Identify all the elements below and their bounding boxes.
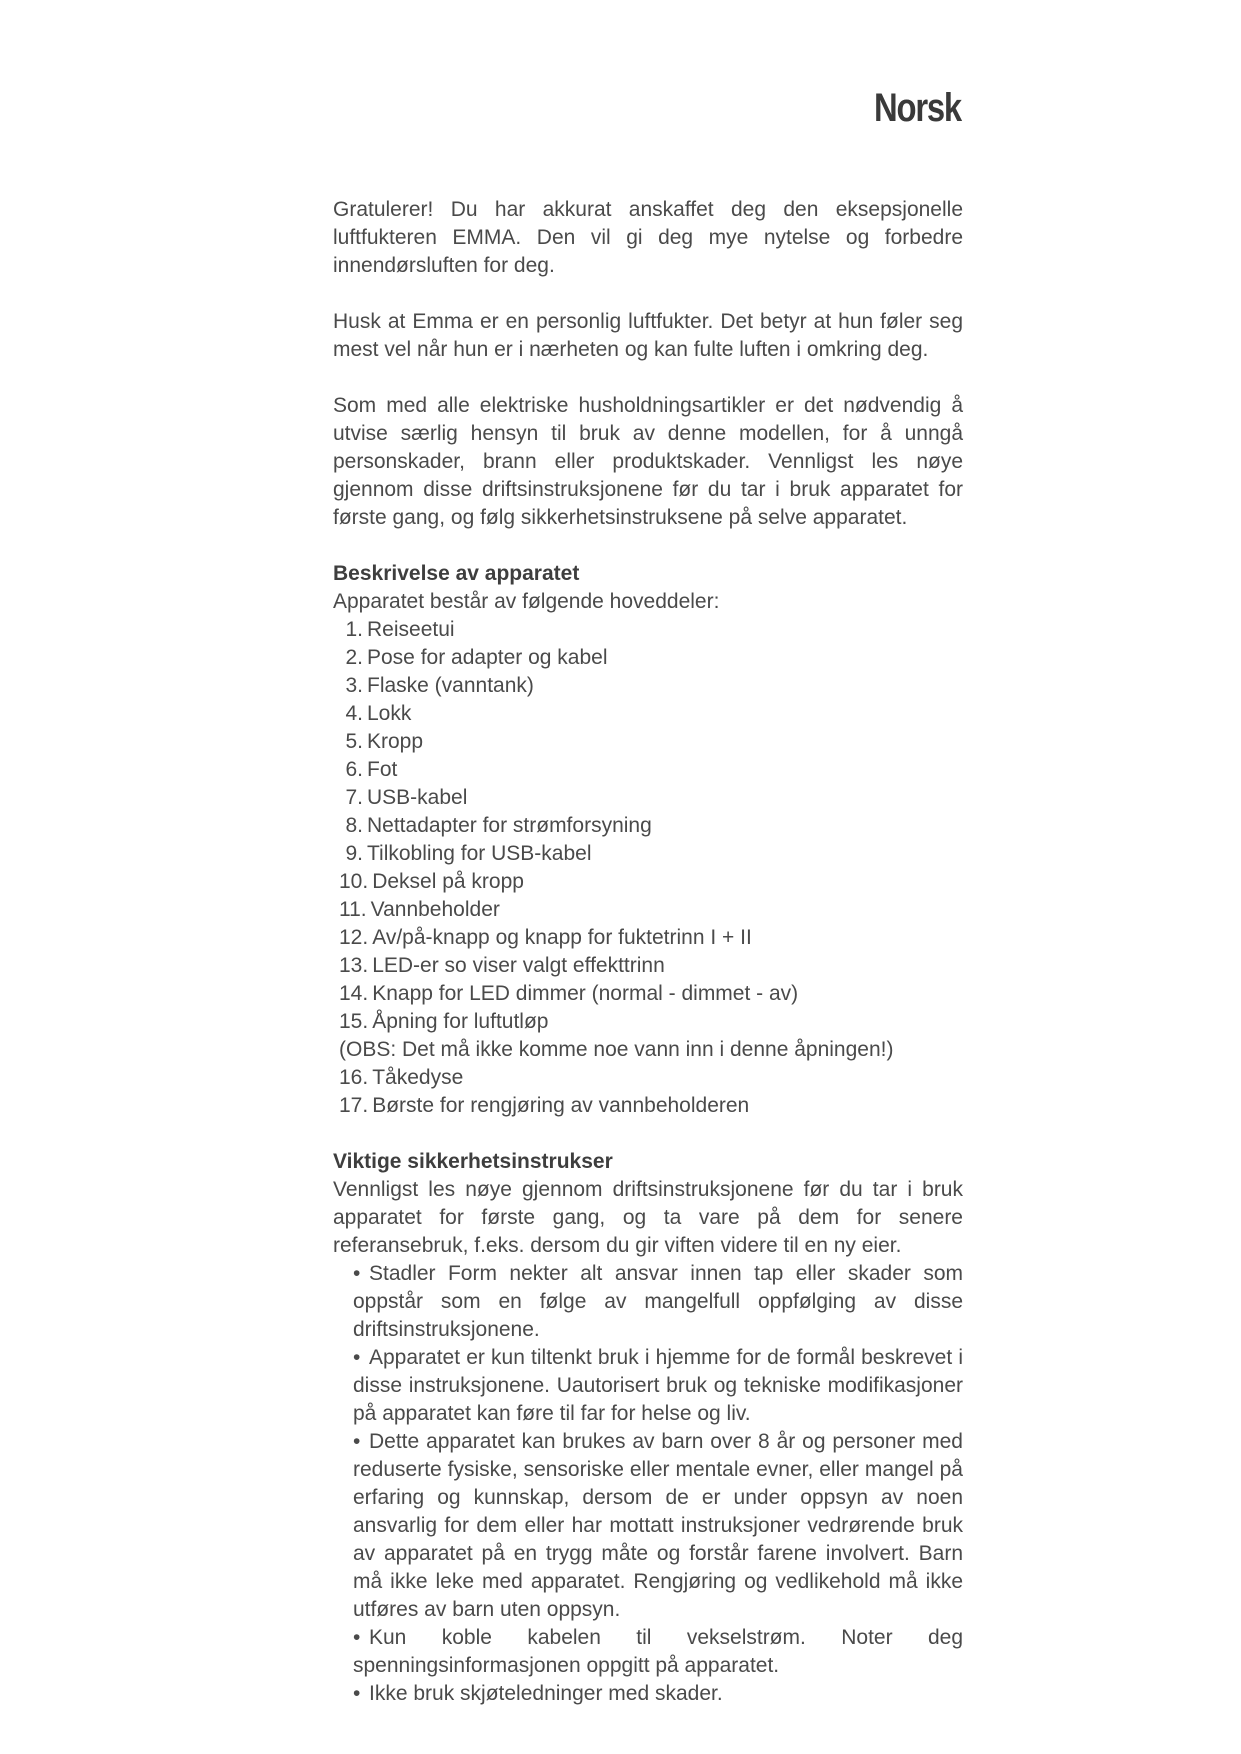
list-item — [333, 840, 963, 868]
bullet-icon: • — [353, 1626, 361, 1649]
list-item-number: 16. — [339, 1066, 369, 1089]
list-item-label: Tilkobling for USB-kabel — [367, 842, 592, 865]
list-item — [353, 1428, 963, 1624]
list-item — [333, 756, 963, 784]
list-item-label: Nettadapter for strømforsyning — [367, 814, 652, 837]
list-item — [333, 1064, 963, 1092]
list-item-label: Lokk — [367, 702, 412, 725]
list-item-number: 6. — [345, 758, 363, 781]
bullet-icon: • — [353, 1346, 361, 1369]
list-item-label: LED-er so viser valgt effekttrinn — [372, 954, 665, 977]
list-item — [333, 1092, 963, 1120]
list-item — [333, 700, 963, 728]
list-item — [333, 1008, 963, 1036]
list-item-text: Stadler Form nekter alt ansvar innen tap eller skader som oppstår som en følge av mangelfull oppfølging av disse driftsinstruksjonene. — [353, 1262, 963, 1341]
list-item-text: Dette apparatet kan brukes av barn over 8 år og personer med reduserte fysiske, sensoriske eller mentale evner, eller mangel på erfaring og kunnskap, dersom de er under oppsyn av noen ansvarlig for dem eller har mottatt instruksjoner vedrørende bruk av apparatet på en trygg måte og forstår farene involvert. Barn må ikke leke med apparatet. Rengjøring og vedlikehold må ikke utføres av barn uten oppsyn. — [353, 1430, 963, 1621]
list-item-label: Reiseetui — [367, 618, 455, 641]
list-item-number: 7. — [345, 786, 363, 809]
language-heading: Norsk — [874, 86, 961, 130]
list-item — [333, 784, 963, 812]
description-heading: Beskrivelse av apparatet — [333, 562, 580, 585]
list-item-label: Pose for adapter og kabel — [367, 646, 608, 669]
bullet-icon: • — [353, 1682, 361, 1705]
list-item-number: 14. — [339, 982, 369, 1005]
list-item-label: Flaske (vanntank) — [367, 674, 534, 697]
list-item-label: Kropp — [367, 730, 424, 753]
list-item-number: 11. — [339, 898, 367, 921]
bullet-icon: • — [353, 1262, 361, 1285]
list-item-label: Knapp for LED dimmer (normal - dimmet - av) — [372, 982, 799, 1005]
list-item — [333, 924, 963, 952]
list-item — [353, 1624, 963, 1680]
safety-intro: Vennligst les nøye gjennom driftsinstruksjonene før du tar i bruk apparatet for første gang, og ta vare på dem for senere referansebruk, f.eks. dersom du gir viften videre til en ny eier. — [333, 1178, 963, 1257]
list-item-number: 5. — [345, 730, 363, 753]
list-item-number: 9. — [345, 842, 363, 865]
list-item-number: 17. — [339, 1094, 369, 1117]
list-item — [333, 952, 963, 980]
list-item-number: 2. — [345, 646, 363, 669]
list-item-text: Kun koble kabelen til vekselstrøm. Noter deg spenningsinformasjonen oppgitt på apparatet. — [353, 1626, 963, 1677]
list-item — [333, 868, 963, 896]
intro-paragraph-3: Som med alle elektriske husholdningsartikler er det nødvendig å utvise særlig hensyn til bruk av denne modellen, for å unngå personskader, brann eller produktskader. Vennligst les nøye gjennom disse driftsinstruksjonene før du tar i bruk apparatet for første gang, og følg sikkerhetsinstruksene på selve apparatet. — [333, 394, 963, 529]
list-item-label: Vannbeholder — [370, 898, 500, 921]
list-item — [353, 1344, 963, 1428]
intro-paragraph-1: Gratulerer! Du har akkurat anskaffet deg den eksepsjonelle luftfukteren EMMA. Den vil gi deg mye nytelse og forbedre innendørsluften for deg. — [333, 198, 963, 277]
list-item-label: Åpning for luftutløp — [372, 1010, 549, 1033]
list-item — [333, 644, 963, 672]
list-item-number: 1. — [345, 618, 363, 641]
bullet-icon: • — [353, 1430, 361, 1453]
list-item — [353, 1680, 963, 1708]
list-item-text: Apparatet er kun tiltenkt bruk i hjemme for de formål beskrevet i disse instruksjonene. Uautorisert bruk og tekniske modifikasjoner på apparatet kan føre til far for helse og liv. — [353, 1346, 963, 1425]
list-item-label: Deksel på kropp — [372, 870, 524, 893]
list-item-label: Tåkedyse — [372, 1066, 464, 1089]
list-item-number: 13. — [339, 954, 369, 977]
list-item-number: 8. — [345, 814, 363, 837]
list-item-label: Fot — [367, 758, 398, 781]
list-item-number: 15. — [339, 1010, 369, 1033]
list-item — [333, 616, 963, 644]
parts-list — [333, 616, 963, 1120]
list-item-text: Ikke bruk skjøteledninger med skader. — [369, 1682, 723, 1705]
list-item-number: 3. — [345, 674, 363, 697]
description-lead: Apparatet består av følgende hoveddeler: — [333, 590, 720, 613]
intro-paragraph-2: Husk at Emma er en personlig luftfukter. Det betyr at hun føler seg mest vel når hun er i nærheten og kan fulte luften i omkring deg. — [333, 310, 963, 361]
safety-heading: Viktige sikkerhetsinstrukser — [333, 1150, 613, 1173]
list-item-label: (OBS: Det må ikke komme noe vann inn i denne åpningen!) — [339, 1038, 894, 1061]
list-item-label: Av/på-knapp og knapp for fuktetrinn I + II — [372, 926, 752, 949]
list-item-note — [333, 1036, 963, 1064]
list-item — [333, 728, 963, 756]
list-item — [353, 1260, 963, 1344]
list-item-number: 12. — [339, 926, 369, 949]
manual-content — [333, 196, 963, 1708]
list-item — [333, 896, 963, 924]
list-item — [333, 672, 963, 700]
list-item-label: Børste for rengjøring av vannbeholderen — [372, 1094, 750, 1117]
list-item — [333, 812, 963, 840]
list-item-number: 4. — [345, 702, 363, 725]
list-item-number: 10. — [339, 870, 369, 893]
list-item — [333, 980, 963, 1008]
list-item-label: USB-kabel — [367, 786, 468, 809]
safety-list — [333, 1260, 963, 1708]
